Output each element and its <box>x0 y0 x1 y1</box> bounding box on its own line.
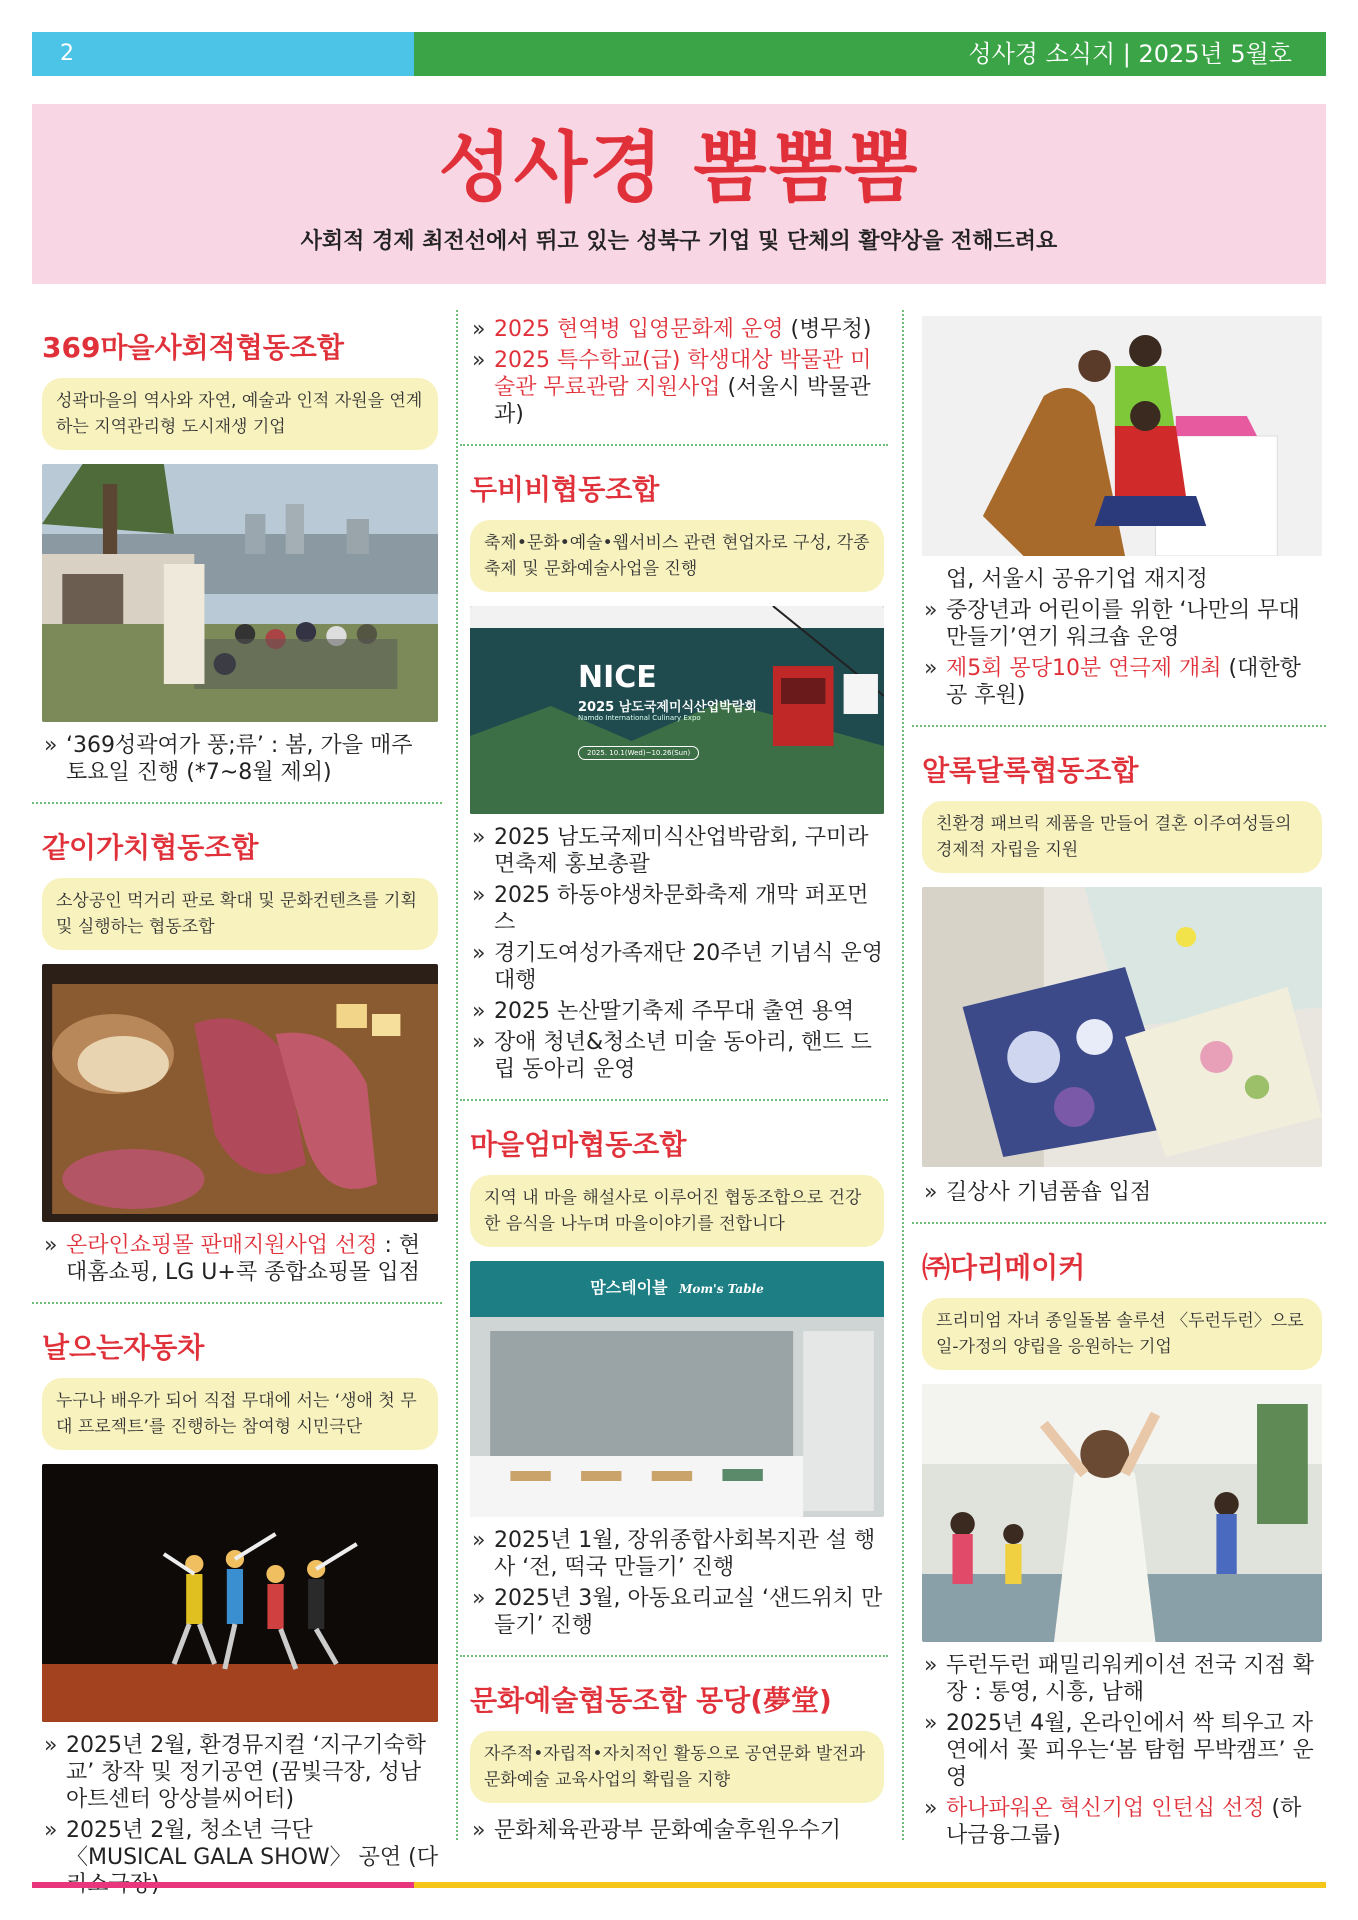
org-description: 소상공인 먹거리 판로 확대 및 문화컨텐츠를 기획 및 실행하는 협동조합 <box>42 878 438 950</box>
activity-item: » 2025 남도국제미식산업박람회, 구미라면축제 홍보총괄 <box>470 824 884 878</box>
org-description: 누구나 배우가 되어 직접 무대에 서는 ‘생애 첫 무대 프로젝트’를 진행하는 참여형 시민극단 <box>42 1378 438 1450</box>
footer-bar <box>32 1882 1326 1888</box>
musical-stage-photo <box>42 1464 438 1722</box>
activity-item: » 2025년 1월, 장위종합사회복지관 설 행사 ‘전, 떡국 만들기’ 진행 <box>470 1527 884 1581</box>
org-name: 두비비협동조합 <box>470 473 660 506</box>
org-name: 369마을사회적협동조합 <box>42 331 344 364</box>
org-description: 자주적•자립적•자치적인 활동으로 공연문화 발전과 문화예술 교육사업의 확립을 지향 <box>470 1731 884 1803</box>
org-description: 친환경 패브릭 제품을 만들어 결혼 이주여성들의 경제적 자립을 지원 <box>922 801 1322 873</box>
continued-mongdang <box>912 304 1326 727</box>
activity-item: » 하나파워온 혁신기업 인턴십 선정 (하나금융그룹) <box>922 1795 1322 1849</box>
activity-item: » 2025 논산딸기축제 주무대 출연 용역 <box>470 998 884 1025</box>
org-section-alrok <box>912 727 1326 1224</box>
org-section-369 <box>32 304 442 804</box>
pastrami-board-photo <box>42 964 438 1222</box>
continued-activities <box>460 304 888 446</box>
poster-date: 2025. 10.1(Wed)~10.26(Sun) <box>578 746 699 760</box>
column-divider <box>902 310 904 1840</box>
org-description: 성곽마을의 역사와 자연, 예술과 인적 자원을 연계하는 지역관리형 도시재생 기업 <box>42 378 438 450</box>
activity-item: » 문화체육관광부 문화예술후원우수기 <box>470 1817 884 1844</box>
activity-item: » 제5회 몽당10분 연극제 개최 (대한항공 후원) <box>922 655 1322 709</box>
org-description: 프리미엄 자녀 종일돌봄 솔루션 〈두런두런〉으로 일-가정의 양립을 응원하는 기업 <box>922 1298 1322 1370</box>
column-divider <box>456 310 458 1840</box>
org-name: ㈜다리메이커 <box>922 1251 1086 1284</box>
poster-subtitle: Namdo International Culinary Expo <box>578 714 701 722</box>
poster-brand: NICE <box>578 660 657 695</box>
poster-title: 2025 남도국제미식산업박람회 <box>578 700 757 715</box>
activity-item: » 두런두런 패밀리워케이션 전국 지점 확장 : 통영, 시흥, 남해 <box>922 1652 1322 1706</box>
activity-item: » 경기도여성가족재단 20주년 기념식 운영 대행 <box>470 940 884 994</box>
activity-continuation: 업, 서울시 공유기업 재지정 <box>946 567 1208 592</box>
org-name: 문화예술협동조합 몽당(夢堂) <box>470 1684 832 1717</box>
kids-dance-photo <box>922 1384 1322 1642</box>
activity-item: » 온라인쇼핑몰 판매지원사업 선정 : 현대홈쇼핑, LG U+콕 종합쇼핑몰 입점 <box>42 1232 438 1286</box>
org-name: 마을엄마협동조합 <box>470 1128 687 1161</box>
column-3 <box>912 304 1326 1848</box>
activity-item: » 길상사 기념품숍 입점 <box>922 1179 1322 1206</box>
org-name: 같이가치협동조합 <box>42 831 259 864</box>
newsletter-title: 성사경 소식지 | 2025년 5월호 <box>414 32 1326 76</box>
column-2 <box>460 304 888 1844</box>
activity-item: » 장애 청년&청소년 미술 동아리, 핸드 드립 동아리 운영 <box>470 1029 884 1083</box>
banner-title: 성사경 뽐뽐뽐 <box>438 123 920 212</box>
activity-item: » ‘369성곽여가 풍;류’ : 봄, 가을 매주 토요일 진행 (*7~8월 제외) <box>42 732 438 786</box>
org-name: 알록달록협동조합 <box>922 754 1139 787</box>
activity-item: » 2025년 4월, 온라인에서 싹 틔우고 자연에서 꽃 피우는‘봄 탐험 무박캠프’ 운영 <box>922 1710 1322 1791</box>
org-description: 축제•문화•예술•웹서비스 관련 현업자로 구성, 각종 축제 및 문화예술사업을 진행 <box>470 520 884 592</box>
theater-members-photo <box>922 316 1322 556</box>
section-banner <box>32 104 1326 284</box>
activity-item: » 2025년 2월, 청소년 극단 〈MUSICAL GALA SHOW〉 공연 (다 <box>42 1817 438 1898</box>
village-event-photo <box>42 464 438 722</box>
org-section-gachi <box>32 804 442 1304</box>
org-name: 날으는자동차 <box>42 1331 205 1364</box>
org-section-flying-car <box>32 1304 442 1914</box>
page-number: 2 <box>32 32 414 76</box>
store-sign: 맘스테이블 Mom's Table <box>590 1278 764 1297</box>
column-1 <box>32 304 442 1870</box>
org-section-maeul-mom <box>460 1101 888 1657</box>
org-section-darimaker <box>912 1224 1326 1865</box>
fabric-pouch-photo <box>922 887 1322 1167</box>
expo-website-screenshot <box>470 606 884 814</box>
activity-item: » 2025 특수학교(급) 학생대상 박물관 미술관 무료관람 지원사업 (서울시 박물관과) <box>470 347 884 428</box>
moms-table-storefront-photo <box>470 1261 884 1517</box>
org-section-mongdang <box>460 1657 888 1860</box>
banner-subtitle: 사회적 경제 최전선에서 뛰고 있는 성북구 기업 및 단체의 활약상을 전해드려요 <box>300 229 1058 254</box>
activity-item: » 2025년 3월, 아동요리교실 ‘샌드위치 만들기’ 진행 <box>470 1585 884 1639</box>
org-description: 지역 내 마을 해설사로 이루어진 협동조합으로 건강한 음식을 나누며 마을이야기를 전합니다 <box>470 1175 884 1247</box>
org-section-dobibi <box>460 446 888 1101</box>
activity-item: » 2025 현역병 입영문화제 운영 (병무청) <box>470 316 884 343</box>
activity-item: » 중장년과 어린이를 위한 ‘나만의 무대 만들기’연기 워크숍 운영 <box>922 597 1322 651</box>
header-bar <box>32 32 1326 76</box>
activity-item: » 2025 하동야생차문화축제 개막 퍼포먼스 <box>470 882 884 936</box>
activity-item: » 2025년 2월, 환경뮤지컬 ‘지구기숙학교’ 창작 및 정기공연 (꿈빛극장, 성남아트센터 앙상블씨어터) <box>42 1732 438 1813</box>
